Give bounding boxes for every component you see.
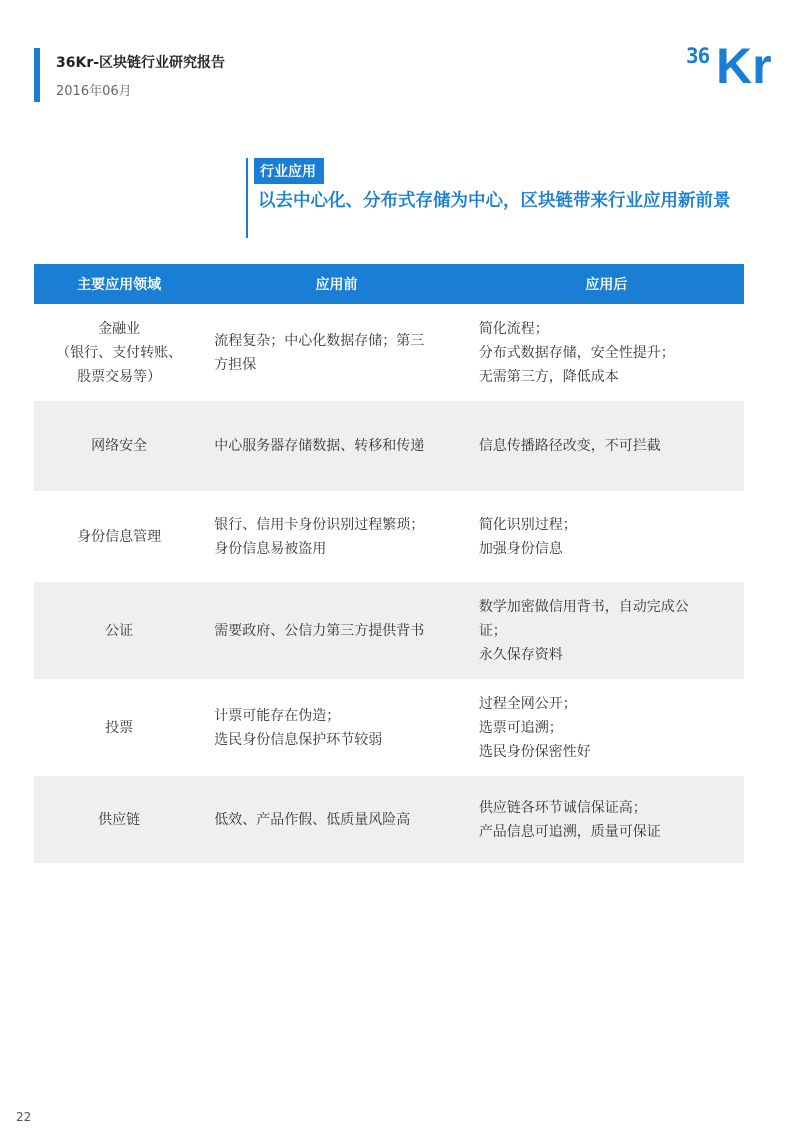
cell-line: 选票可追溯； [478,719,563,736]
cell-line: （银行、支付转账、 [56,344,183,361]
cell-line: 计票可能存在伪造； [214,707,341,724]
header-accent-bar [34,48,40,102]
cell-line: 银行、信用卡身份识别过程繁琐； [214,516,425,533]
cell-before [204,304,469,401]
cell-domain [34,776,204,863]
cell-domain [34,304,204,401]
section-heading: 以去中心化、分布式存储为中心，区块链带来行业应用新前景 [258,191,731,211]
cell-line: 中心服务器存储数据、转移和传递 [214,438,425,454]
table-row-finance [34,304,744,401]
cell-line: 分布式数据存储，安全性提升； [478,344,675,361]
cell-line: 过程全网公开； [478,695,577,712]
cell-line: 需要政府、公信力第三方提供背书 [214,622,425,639]
cell-before [204,776,469,863]
cell-line: 数学加密做信用背书，自动完成公 [478,598,689,615]
cell-before [204,582,469,679]
logo-letters: Kr [716,38,772,94]
cell-line: 永久保存资料 [478,646,563,663]
cell-line: 网络安全 [91,438,148,454]
header-before: 应用前 [204,264,469,304]
cell-line: 身份信息管理 [77,528,162,545]
cell-line: 投票 [105,719,134,736]
table-row-notary [34,582,744,679]
cell-domain [34,491,204,582]
cell-line: 无需第三方，降低成本 [478,368,619,385]
table-row-supply-chain [34,776,744,863]
cell-line: 简化识别过程； [478,516,577,533]
section-tag: 行业应用 [254,158,324,184]
report-title: 36Kr-区块链行业研究报告 [56,55,226,71]
cell-line: 简化流程； [478,320,549,337]
cell-line: 选民身份保密性好 [478,743,591,760]
cell-before [204,401,469,491]
application-table [34,264,744,863]
cell-line: 低效、产品作假、低质量风险高 [214,811,411,828]
cell-line: 金融业 [98,320,141,337]
cell-after [469,304,744,401]
table-row-network-security [34,401,744,491]
cell-domain [34,582,204,679]
cell-line: 流程复杂；中心化数据存储；第三 [214,332,425,349]
cell-line: 股票交易等） [77,368,162,385]
cell-line: 产品信息可追溯，质量可保证 [478,823,661,840]
cell-before [204,491,469,582]
cell-before [204,679,469,776]
cell-line: 证； [478,622,507,639]
cell-after [469,679,744,776]
cell-line: 身份信息易被盗用 [214,540,327,557]
logo-number: 36 [686,44,710,68]
header-domain: 主要应用领域 [34,264,204,304]
cell-after [469,776,744,863]
cell-after [469,582,744,679]
page-number: 22 [16,1110,32,1124]
report-date: 2016年06月 [56,84,132,99]
cell-line: 方担保 [214,356,257,373]
cell-line: 加强身份信息 [478,540,563,557]
cell-domain [34,401,204,491]
header-after: 应用后 [469,264,744,304]
table-row-voting [34,679,744,776]
table-row-identity [34,491,744,582]
cell-after [469,491,744,582]
cell-domain [34,679,204,776]
cell-after [469,401,744,491]
table-header-row [34,264,744,304]
cell-line: 供应链各环节诚信保证高； [478,799,647,816]
cell-line: 公证 [105,622,134,639]
36kr-logo [686,40,772,94]
cell-line: 选民身份信息保护环节较弱 [214,731,383,748]
cell-line: 供应链 [98,811,141,828]
cell-line: 信息传播路径改变，不可拦截 [478,438,661,454]
